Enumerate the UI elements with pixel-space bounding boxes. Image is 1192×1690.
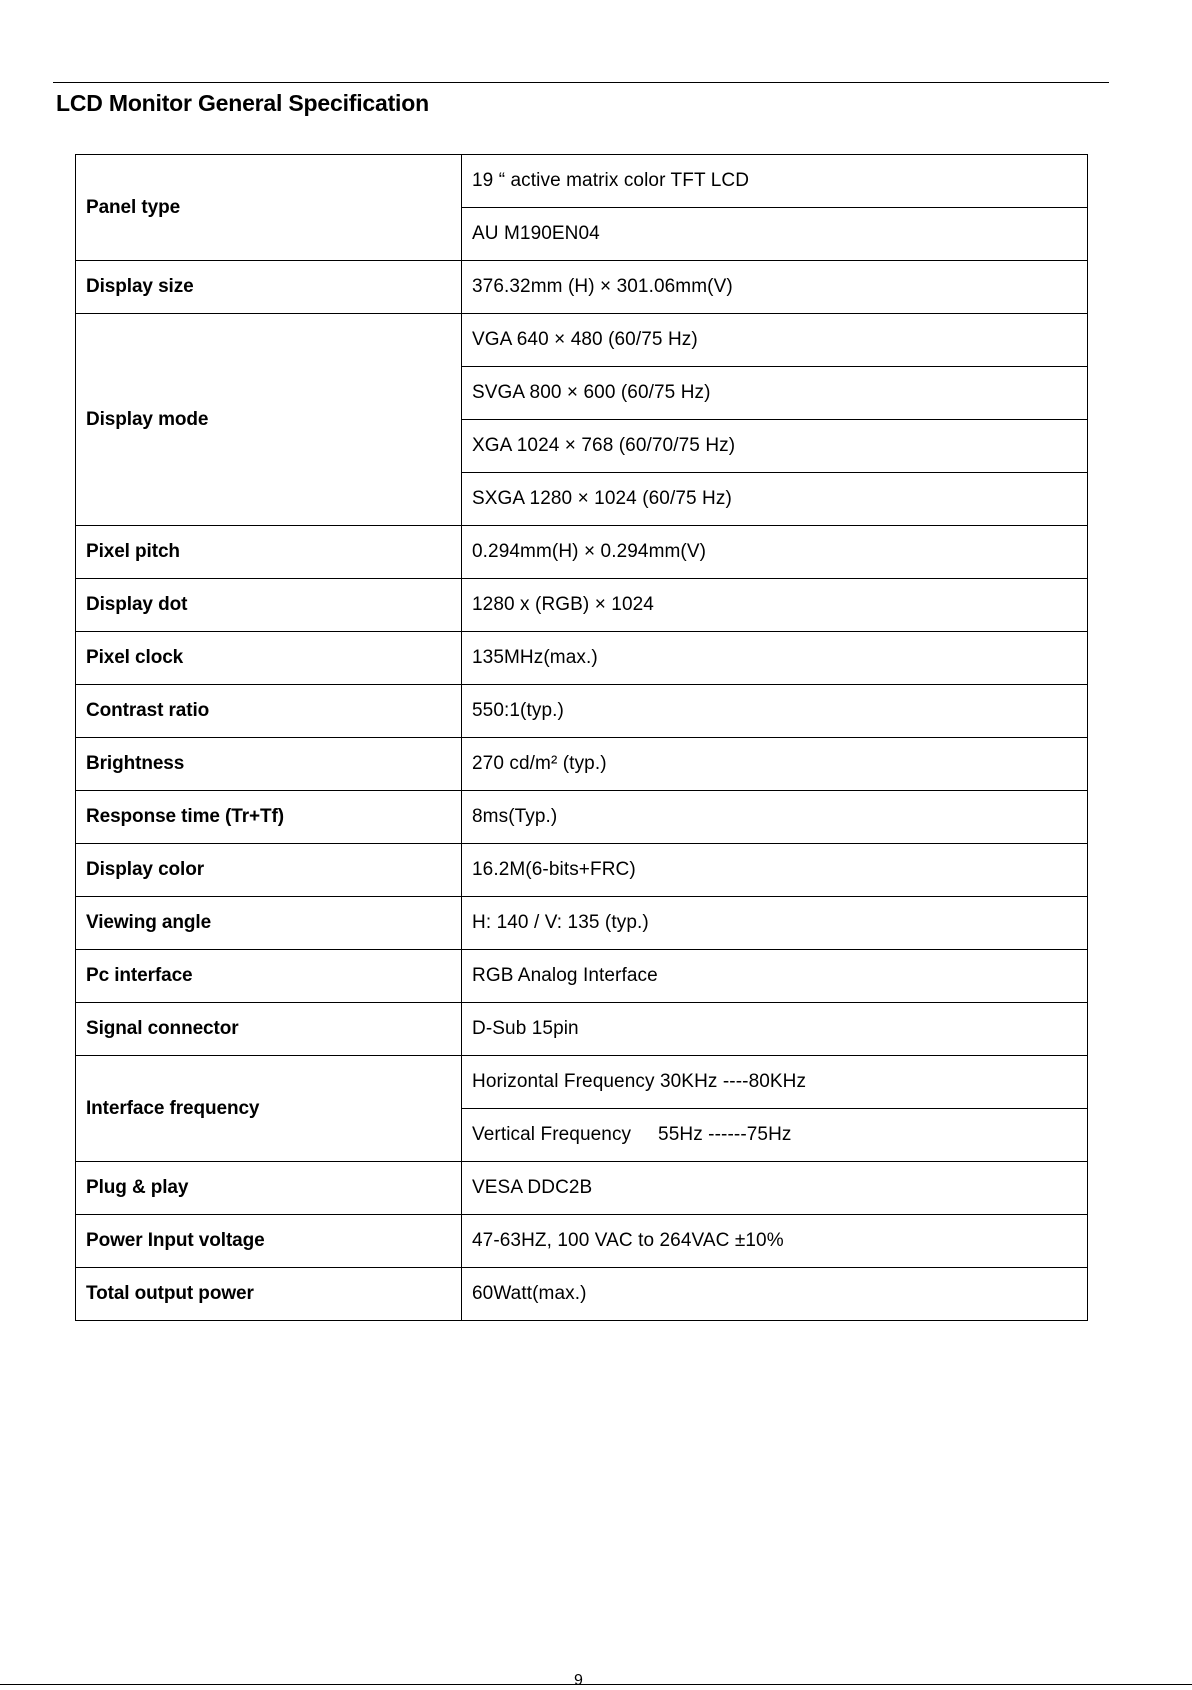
spec-value: 270 cd/m² (typ.) [462, 738, 1088, 791]
table-row [76, 261, 1088, 314]
table-row [76, 844, 1088, 897]
spec-label: Signal connector [76, 1003, 462, 1056]
table-row [76, 155, 1088, 208]
spec-label: Pixel clock [76, 632, 462, 685]
spec-label: Contrast ratio [76, 685, 462, 738]
spec-value: 135MHz(max.) [462, 632, 1088, 685]
spec-label: Panel type [76, 155, 462, 261]
spec-label: Display size [76, 261, 462, 314]
spec-label: Interface frequency [76, 1056, 462, 1162]
table-row [76, 526, 1088, 579]
spec-value: 47-63HZ, 100 VAC to 264VAC ±10% [462, 1215, 1088, 1268]
table-row [76, 685, 1088, 738]
spec-label: Display mode [76, 314, 462, 526]
spec-value: 16.2M(6-bits+FRC) [462, 844, 1088, 897]
table-row [76, 632, 1088, 685]
spec-value: H: 140 / V: 135 (typ.) [462, 897, 1088, 950]
spec-table-body [76, 155, 1088, 1321]
table-row [76, 791, 1088, 844]
spec-value: 550:1(typ.) [462, 685, 1088, 738]
spec-value: RGB Analog Interface [462, 950, 1088, 1003]
spec-value: 1280 x (RGB) × 1024 [462, 579, 1088, 632]
spec-label: Viewing angle [76, 897, 462, 950]
spec-label: Response time (Tr+Tf) [76, 791, 462, 844]
table-row [76, 1215, 1088, 1268]
spec-value: SXGA 1280 × 1024 (60/75 Hz) [462, 473, 1088, 526]
spec-value: AU M190EN04 [462, 208, 1088, 261]
spec-label: Total output power [76, 1268, 462, 1321]
header-rule [53, 82, 1109, 83]
spec-label: Pc interface [76, 950, 462, 1003]
spec-value: 376.32mm (H) × 301.06mm(V) [462, 261, 1088, 314]
spec-table [75, 154, 1088, 1321]
page-title: LCD Monitor General Specification [56, 90, 429, 116]
spec-label: Display dot [76, 579, 462, 632]
spec-value: XGA 1024 × 768 (60/70/75 Hz) [462, 420, 1088, 473]
spec-value: 60Watt(max.) [462, 1268, 1088, 1321]
spec-value: 19 “ active matrix color TFT LCD [462, 155, 1088, 208]
spec-value: Vertical Frequency 55Hz ------75Hz [462, 1109, 1088, 1162]
table-row [76, 1268, 1088, 1321]
spec-value: SVGA 800 × 600 (60/75 Hz) [462, 367, 1088, 420]
table-row [76, 1162, 1088, 1215]
spec-label: Brightness [76, 738, 462, 791]
spec-label: Pixel pitch [76, 526, 462, 579]
table-row [76, 579, 1088, 632]
spec-value: 8ms(Typ.) [462, 791, 1088, 844]
spec-label: Power Input voltage [76, 1215, 462, 1268]
spec-value: 0.294mm(H) × 0.294mm(V) [462, 526, 1088, 579]
spec-value: D-Sub 15pin [462, 1003, 1088, 1056]
table-row [76, 1056, 1088, 1109]
spec-label: Display color [76, 844, 462, 897]
spec-value: Horizontal Frequency 30KHz ----80KHz [462, 1056, 1088, 1109]
table-row [76, 1003, 1088, 1056]
spec-value: VGA 640 × 480 (60/75 Hz) [462, 314, 1088, 367]
page-number: 9 [574, 1672, 583, 1689]
table-row [76, 897, 1088, 950]
spec-label: Plug & play [76, 1162, 462, 1215]
table-row [76, 738, 1088, 791]
table-row [76, 314, 1088, 367]
table-row [76, 950, 1088, 1003]
spec-value: VESA DDC2B [462, 1162, 1088, 1215]
